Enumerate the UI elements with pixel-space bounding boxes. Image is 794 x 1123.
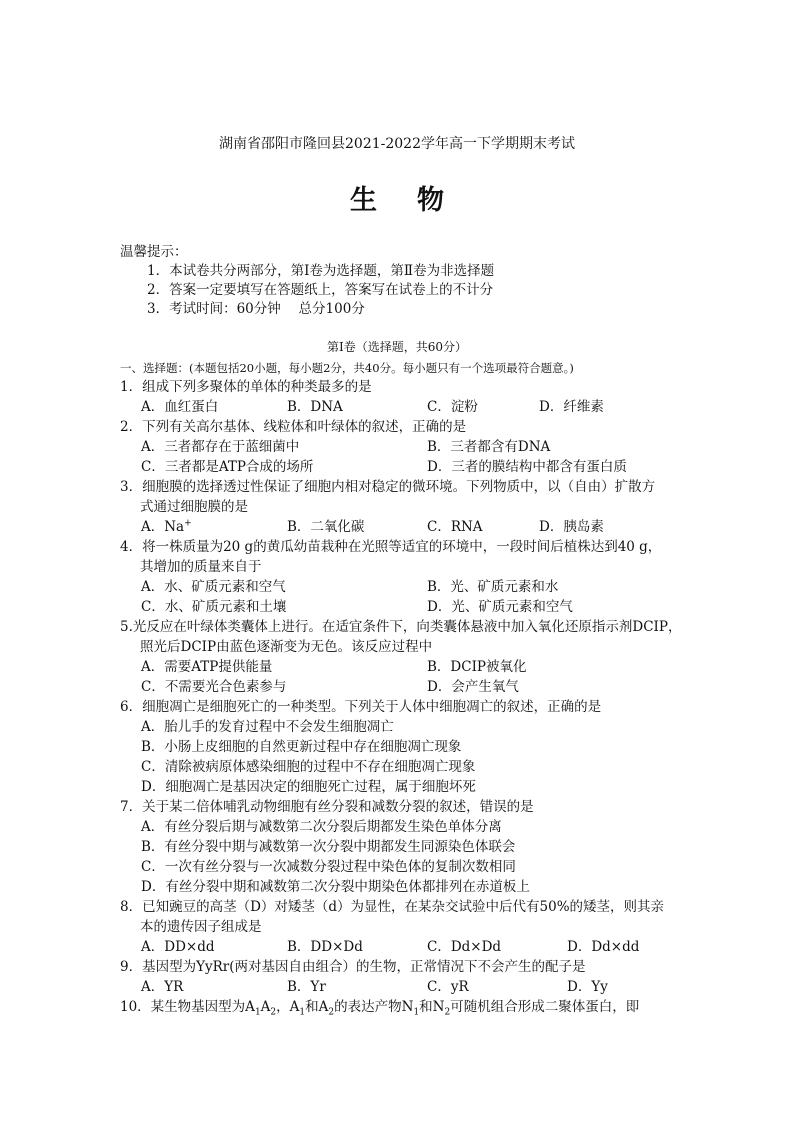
option-b: B．DNA: [287, 399, 343, 415]
option-a: A．YR: [141, 979, 184, 995]
stem-text: 和A: [305, 999, 329, 1015]
option-d: D．会产生氧气: [427, 679, 519, 695]
option-c: C．一次有丝分裂与一次减数分裂过程中染色体的复制次数相同: [141, 859, 516, 875]
option-a: A．胎儿手的发育过程中不会发生细胞凋亡: [141, 719, 394, 735]
question-stem: 3．细胞膜的选择透过性保证了细胞内相对稳定的微环境。下列物质中，以（自由）扩散方: [120, 479, 656, 495]
option-a: A．DD×dd: [141, 939, 215, 955]
subject-title: 生物: [350, 185, 484, 216]
tip-item: 3．考试时间：60分钟 总分100分: [147, 301, 365, 317]
stem-text: 的表达产物N: [334, 999, 414, 1015]
stem-text: 和N: [419, 999, 445, 1015]
option-b: B．DD×Dd: [287, 939, 363, 955]
question-stem: [120, 998, 639, 1016]
question-stem-continued: 其增加的质量来自于: [140, 559, 262, 575]
option-d: D．有丝分裂中期和减数第二次分裂中期染色体都排列在赤道板上: [141, 879, 530, 895]
question-stem: 8．已知豌豆的高茎（D）对矮茎（d）为显性，在某杂交试验中后代有50%的矮茎，则其亲: [120, 899, 665, 915]
option-c: C．不需要光合色素参与: [141, 679, 287, 695]
option-c: C．水、矿质元素和土壤: [141, 599, 287, 615]
question-stem-continued: 式通过细胞膜的是: [140, 499, 248, 515]
section-instruction: 一、选择题：(本题包括20小题，每小题2分，共40分。每小题只有一个选项最符合题意。): [120, 361, 574, 375]
option-a: A．三者都存在于蓝细菌中: [141, 439, 300, 455]
stem-text: A: [260, 999, 271, 1015]
question-stem: 4．将一株质量为20 g的黄瓜幼苗栽种在光照等适宜的环境中，一段时间后植株达到40 g，: [120, 539, 662, 555]
option-a-superscript: +: [184, 518, 192, 529]
option-b: B．二氧化碳: [287, 519, 365, 535]
option-d: D．三者的膜结构中都含有蛋白质: [427, 459, 627, 475]
subscript: 1: [254, 1007, 261, 1018]
option-a: A．有丝分裂后期与减数第二次分裂后期都发生染色单体分离: [141, 819, 502, 835]
option-b: B．DCIP被氧化: [427, 659, 527, 675]
question-stem-continued: 本的遗传因子组成是: [140, 919, 262, 935]
question-stem: 9．基因型为YyRr(两对基因自由组合）的生物，正常情况下不会产生的配子是: [120, 959, 586, 975]
option-a: A．水、矿质元素和空气: [141, 579, 286, 595]
stem-text: 10．某生物基因型为A: [120, 999, 255, 1015]
option-d: D．Yy: [567, 979, 608, 995]
exam-title: 湖南省邵阳市隆回县2021-2022学年高一下学期期末考试: [219, 136, 575, 152]
option-d: D．Dd×dd: [567, 939, 640, 955]
option-a: A．需要ATP提供能量: [141, 659, 273, 675]
question-stem: 1．组成下列多聚体的单体的种类最多的是: [120, 379, 372, 395]
option-c: C．yR: [427, 979, 469, 995]
option-c: C．清除被病原体感染细胞的过程中不存在细胞凋亡现象: [141, 759, 476, 775]
option-d: D．纤维素: [539, 399, 604, 415]
option-a: [141, 518, 192, 536]
stem-text: 可随机组合形成二聚体蛋白，即: [450, 999, 640, 1015]
tip-item: 2．答案一定要填写在答题纸上，答案写在试卷上的不计分: [147, 282, 494, 298]
question-stem: 2．下列有关高尔基体、线粒体和叶绿体的叙述，正确的是: [120, 419, 467, 435]
option-b: B．小肠上皮细胞的自然更新过程中存在细胞凋亡现象: [141, 739, 462, 755]
tip-item: 1．本试卷共分两部分，第Ⅰ卷为选择题，第Ⅱ卷为非选择题: [147, 263, 495, 279]
subscript: 2: [328, 1007, 335, 1018]
option-c: C．Dd×Dd: [427, 939, 502, 955]
option-c: C．RNA: [427, 519, 483, 535]
tips-heading: 温馨提示：: [120, 244, 188, 260]
option-d: D．光、矿质元素和空气: [427, 599, 573, 615]
option-c: C．三者都是ATP合成的场所: [141, 459, 314, 475]
subscript: 1: [413, 1007, 420, 1018]
question-stem-continued: 照光后DCIP由蓝色逐渐变为无色。该反应过程中: [140, 639, 433, 655]
option-a: A．血红蛋白: [141, 399, 219, 415]
question-stem: 7．关于某二倍体哺乳动物细胞有丝分裂和减数分裂的叙述，错误的是: [120, 799, 534, 815]
option-b: B．有丝分裂中期与减数第一次分裂中期都发生同源染色体联会: [141, 839, 516, 855]
option-d: D．胰岛素: [539, 519, 604, 535]
option-d: D．细胞凋亡是基因决定的细胞死亡过程，属于细胞坏死: [141, 779, 476, 795]
section-title: 第Ⅰ卷（选择题，共60分）: [326, 340, 467, 354]
option-c: C．淀粉: [427, 399, 478, 415]
question-stem: 6．细胞凋亡是细胞死亡的一种类型。下列关于人体中细胞凋亡的叙述，正确的是: [120, 699, 602, 715]
subscript: 1: [299, 1007, 306, 1018]
subscript: 2: [270, 1007, 277, 1018]
question-stem: 5.光反应在叶绿体类囊体上进行。在适宜条件下，向类囊体悬液中加入氧化还原指示剂DCIP，: [120, 619, 682, 635]
option-b: B．Yr: [287, 979, 326, 995]
stem-text: ，A: [276, 999, 300, 1015]
option-b: B．光、矿质元素和水: [427, 579, 559, 595]
subscript: 2: [444, 1007, 451, 1018]
option-b: B．三者都含有DNA: [427, 439, 551, 455]
option-a-text: A．Na: [141, 519, 185, 535]
